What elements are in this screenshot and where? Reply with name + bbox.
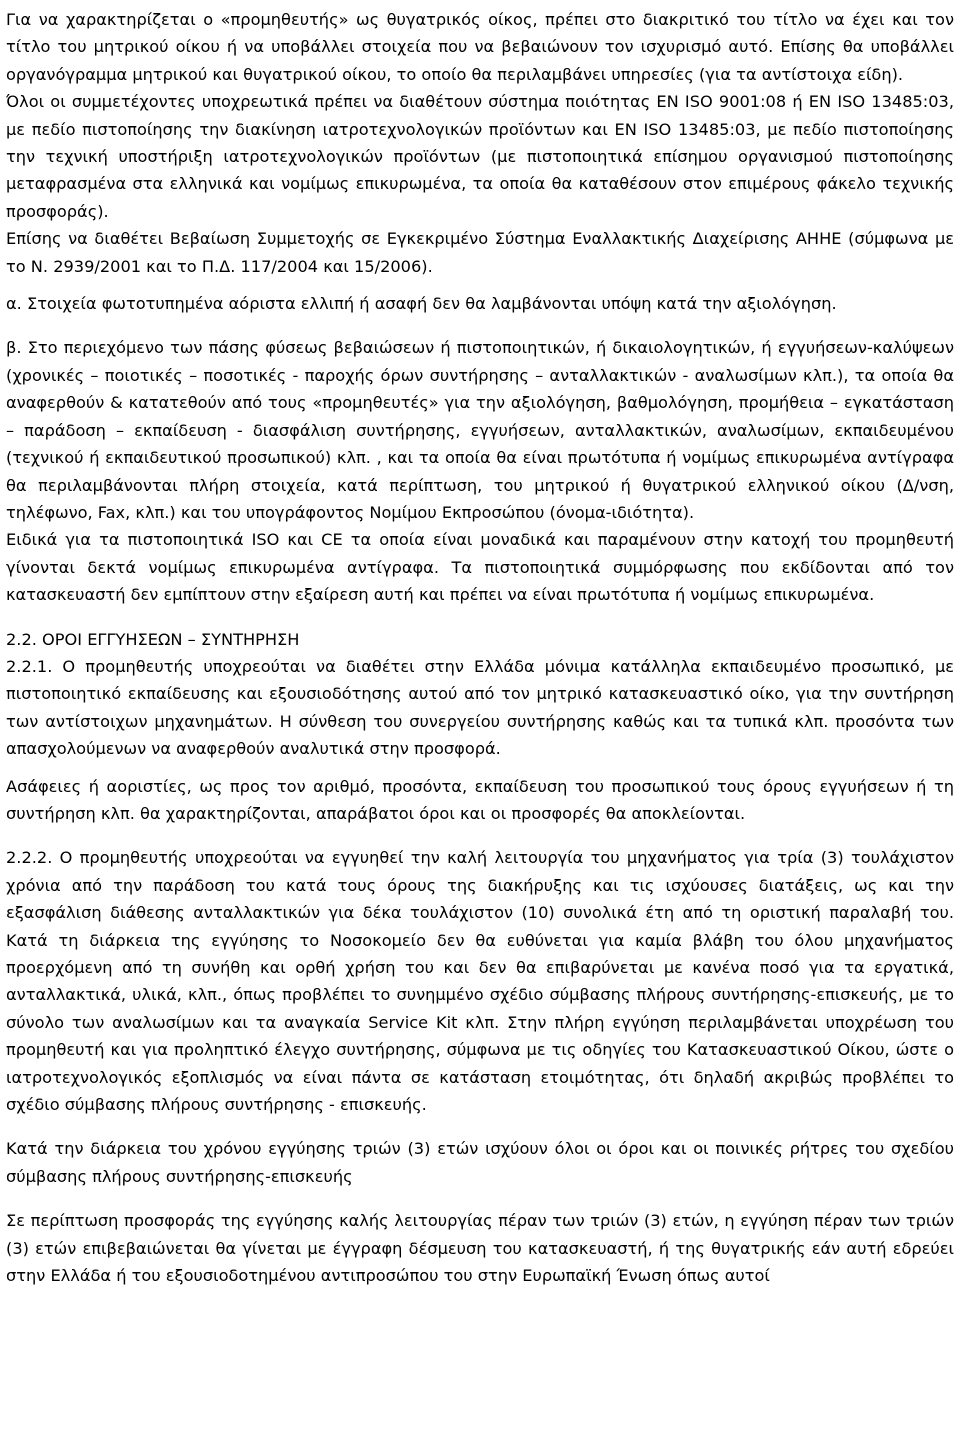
spacer: [6, 827, 954, 844]
paragraph-quality-system: Όλοι οι συμμετέχοντες υποχρεωτικά πρέπει να διαθέτουν σύστημα ποιότητας EN ISO 9001:08 ή EN ISO 13485:03, με πεδίο πιστοποίησης την διακίνηση ιατροτεχνολογικών προϊόντων και EN ISO 13485:03, με πεδίο πιστοποίησης την τεχνική υποστήριξη ιατροτεχνολογικών προϊόντων (με πιστοποιητικά επίσημου οργανισμού πιστοποίησης μεταφρασμένα στα ελληνικά και νομίμως επικυρωμένα, τα οποία θα καταθέσουν στον επιμέρους φάκελο τεχνικής προσφοράς).: [6, 92, 954, 221]
spacer: [6, 280, 954, 290]
paragraph-item-b: β. Στο περιεχόμενο των πάσης φύσεως βεβαιώσεων ή πιστοποιητικών, ή δικαιολογητικών, ή εγγυήσεων-καλύψεων (χρονικές – ποιοτικές – ποσοτικές - παροχής όρων συντήρησης – ανταλλακτικών - αναλωσίμων κλπ.), τα οποία θα αναφερθούν & κατατεθούν από τους «προμηθευτές» για την αξιολόγηση, βαθμολόγηση, προμήθεια – εγκατάσταση – παράδοση – εκπαίδευση - διασφάλιση συντήρησης, εγγυήσεων, ανταλλακτικών, αναλωσίμων, εκπαιδευμένου (τεχνικού ή εκπαιδευτικού προσωπικού) κλπ. , και τα οποία θα είναι πρωτότυπα ή νομίμως επικυρωμένα αντίγραφα θα περιλαμβάνονται πλήρη στοιχεία, κατά περίπτωση, του μητρικού ή θυγατρικού ελληνικού οίκου (Δ/νση, τηλέφωνο, Fax, κλπ.) και του υπογράφοντος Νομίμου Εκπροσώπου (όνομα-ιδιότητα).: [6, 338, 954, 522]
paragraph-weee-certificate: Επίσης να διαθέτει Βεβαίωση Συμμετοχής σε Εγκεκριμένο Σύστημα Εναλλακτικής Διαχείρισης ΑΗΗΕ (σύμφωνα με το Ν. 2939/2001 και το Π.Δ. 117/2004 και 15/2006).: [6, 229, 954, 276]
paragraph-ambiguities: Ασάφειες ή αοριστίες, ως προς τον αριθμό, προσόντα, εκπαίδευση του προσωπικού τους όρους εγγυήσεων ή τη συντήρηση κλπ. θα χαρακτηρίζονται, απαράβατοι όροι και οι προσφορές θα αποκλείονται.: [6, 776, 954, 823]
paragraph-2-2-1: 2.2.1. Ο προμηθευτής υποχρεούται να διαθέτει στην Ελλάδα μόνιμα κατάλληλα εκπαιδευμένο προσωπικό, με πιστοποιητικό εκπαίδευσης και εξουσιοδότησης αυτού από τον μητρικό κατασκευαστικό οίκο, για την συντήρηση των αντίστοιχων μηχανημάτων. Η σύνθεση του συνεργείου συντήρησης καθώς και τα τυπικά κλπ. προσόντα των απασχολούμενων να αναφερθούν αναλυτικά στην προσφορά.: [6, 656, 954, 759]
spacer: [6, 609, 954, 626]
section-heading: 2.2. ΟΡΟΙ ΕΓΓΥΗΣΕΩΝ – ΣΥΝΤΗΡΗΣΗ: [6, 629, 300, 649]
paragraph-iso-ce: Ειδικά για τα πιστοποιητικά ISO και CE τα οποία είναι μοναδικά και παραμένουν στην κατοχή του προμηθευτή γίνονται δεκτά νομίμως επικυρωμένα αντίγραφα. Τα πιστοποιητικά συμμόρφωσης που εκδίδονται από τον κατασκευαστή δεν εμπίπτουν στην εξαίρεση αυτή και πρέπει να είναι πρωτότυπα ή νομίμως επικυρωμένα.: [6, 530, 954, 605]
paragraph-2-2-2: 2.2.2. Ο προμηθευτής υποχρεούται να εγγυηθεί την καλή λειτουργία του μηχανήματος για τρία (3) τουλάχιστον χρόνια από την παράδοση του κατά τους όρους της διακήρυξης και τις ισχύουσες διατάξεις, ως και την εξασφάλιση διάθεσης ανταλλακτικών για δέκα τουλάχιστον (10) συνολικά έτη από τη οριστική παραλαβή του. Κατά τη διάρκεια της εγγύησης τo Νοσοκομείο δεν θα ευθύνεται για καμία βλάβη του όλου μηχανήματος προερχόμενη από τη συνήθη και ορθή χρήση του και δεν θα επιβαρύνεται με κανένα ποσό για τα εργατικά, ανταλλακτικά, υλικά, κλπ., όπως προβλέπει το συνημμένο σχέδιο σύμβασης πλήρους συντήρησης-επισκευής, με το σύνολο των αναλωσίμων και τα αναγκαία Service Kit κλπ. Στην πλήρη εγγύηση περιλαμβάνεται υποχρέωση του προμηθευτή και για προληπτικό έλεγχο συντήρησης, σύμφωνα με τις οδηγίες του Κατασκευαστικού Οίκου, ώστε ο ιατροτεχνολογικός εξοπλισμός να είναι πάντα σε κατάσταση ετοιμότητας, ότι δηλαδή ακριβώς προβλέπει το σχέδιο σύμβασης πλήρους συντήρησης - επισκευής.: [6, 848, 954, 1115]
paragraph-warranty-period: Κατά την διάρκεια του χρόνου εγγύησης τριών (3) ετών ισχύουν όλοι οι όροι και οι ποινικές ρήτρες του σχεδίου σύμβασης πλήρους συντήρησης-επισκευής: [6, 1139, 954, 1186]
spacer: [6, 1118, 954, 1135]
paragraph-extended-warranty: Σε περίπτωση προσφοράς της εγγύησης καλής λειτουργίας πέραν των τριών (3) ετών, η εγγύηση πέραν των τριών (3) ετών επιβεβαιώνεται θα γίνεται με έγγραφη δέσμευση του κατασκευαστή, ή της θυγατρικής εάν αυτή εδρεύει στην Ελλάδα ή του εξουσιοδοτημένου αντιπροσώπου του στην Ευρωπαϊκή Ένωση όπως αυτοί: [6, 1211, 954, 1286]
spacer: [6, 317, 954, 334]
spacer: [6, 1190, 954, 1207]
paragraph-item-a: α. Στοιχεία φωτοτυπημένα αόριστα ελλιπή ή ασαφή δεν θα λαμβάνονται υπόψη κατά την αξιολόγηση.: [6, 294, 837, 314]
paragraph-subsidiary-definition: Για να χαρακτηρίζεται ο «προμηθευτής» ως θυγατρικός οίκος, πρέπει στο διακριτικό του τίτλο να έχει και τον τίτλο του μητρικού οίκου ή να υποβάλλει στοιχεία που να βεβαιώνουν τον ισχυρισμό αυτό. Επίσης θα υποβάλλει οργανόγραμμα μητρικού και θυγατρικού οίκου, το οποίο θα περιλαμβάνει υπηρεσίες (για τα αντίστοιχα είδη).: [6, 10, 954, 84]
spacer: [6, 763, 954, 773]
